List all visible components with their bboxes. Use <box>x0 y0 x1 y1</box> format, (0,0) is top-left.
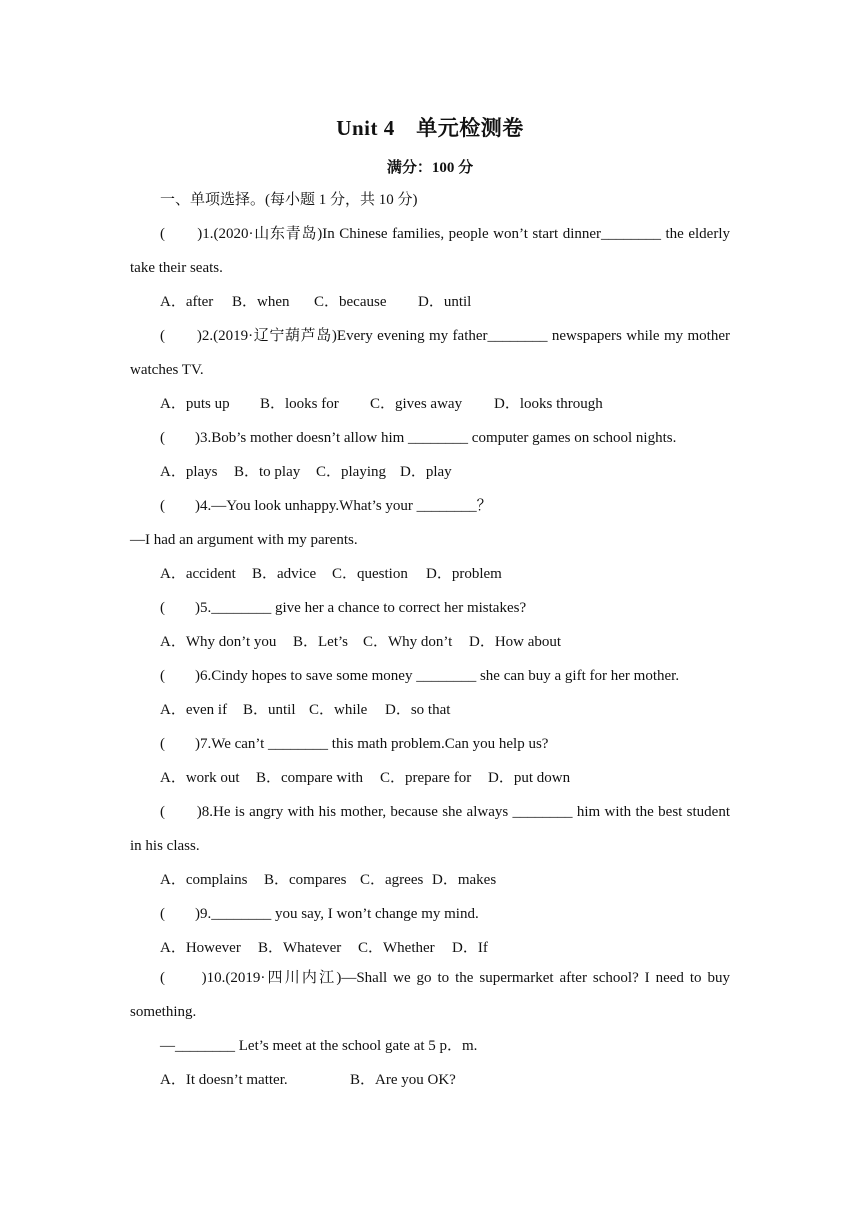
question-5-options <box>160 632 730 652</box>
question-2-stem: ( )2.(2019·辽宁葫芦岛)Every evening my father________ newspapers while my mother <box>160 328 730 344</box>
option-a[interactable]: A．even if <box>160 702 228 718</box>
question-10-options <box>160 1070 730 1090</box>
question-3-options <box>160 462 730 482</box>
question-2-stem-cont: watches TV. <box>130 362 204 378</box>
option-b[interactable]: B．when <box>232 294 290 310</box>
score-line: 满分：100 分 <box>386 160 474 176</box>
question-4-stem: ( )4.—You look unhappy.What’s your ________？ <box>160 498 492 514</box>
option-b[interactable]: B．Are you OK? <box>350 1072 456 1088</box>
option-c[interactable]: C．agrees <box>360 872 424 888</box>
option-c[interactable]: C．prepare for <box>380 770 472 786</box>
option-b[interactable]: B．advice <box>252 566 317 582</box>
section-heading: 一、单项选择。(每小题 1 分，共 10 分) <box>160 192 418 208</box>
question-3-stem: ( )3.Bob’s mother doesn’t allow him ________ computer games on school nights. <box>160 430 677 446</box>
option-d[interactable]: D．play <box>400 464 452 480</box>
option-a[interactable]: A．accident <box>160 566 236 582</box>
question-10-reply: —________ Let’s meet at the school gate at 5 p．m. <box>160 1038 478 1054</box>
page-title: Unit 4 单元检测卷 <box>336 116 524 140</box>
question-9-stem: ( )9.________ you say, I won’t change my mind. <box>160 906 479 922</box>
question-6-stem: ( )6.Cindy hopes to save some money ________ she can buy a gift for her mother. <box>160 668 680 684</box>
question-8-stem: ( )8.He is angry with his mother, because she always ________ him with the best student <box>160 804 730 820</box>
question-1-stem: ( )1.(2020·山东青岛)In Chinese families, people won’t start dinner________ the elderly <box>160 226 730 242</box>
option-d[interactable]: D．looks through <box>494 396 603 412</box>
question-8-stem-cont: in his class. <box>130 838 200 854</box>
question-5-stem: ( )5.________ give her a chance to correct her mistakes? <box>160 600 527 616</box>
option-a[interactable]: A．Why don’t you <box>160 634 277 650</box>
option-a[interactable]: A．However <box>160 940 241 956</box>
question-7-stem: ( )7.We can’t ________ this math problem.Can you help us? <box>160 736 549 752</box>
option-b[interactable]: B．looks for <box>260 396 339 412</box>
option-b[interactable]: B．Let’s <box>293 634 348 650</box>
option-a[interactable]: A．puts up <box>160 396 230 412</box>
option-a[interactable]: A．plays <box>160 464 218 480</box>
option-c[interactable]: C．because <box>314 294 387 310</box>
option-d[interactable]: D．so that <box>385 702 451 718</box>
option-c[interactable]: C．playing <box>316 464 386 480</box>
question-9-options <box>160 938 730 958</box>
option-d[interactable]: D．put down <box>488 770 571 786</box>
option-d[interactable]: D．problem <box>426 566 502 582</box>
option-d[interactable]: D．If <box>452 940 488 956</box>
option-c[interactable]: C．gives away <box>370 396 463 412</box>
option-c[interactable]: C．question <box>332 566 408 582</box>
question-10-stem: ( )10.(2019·四川内江)—Shall we go to the supermarket after school? I need to buy <box>160 970 730 986</box>
option-c[interactable]: C．Whether <box>358 940 435 956</box>
option-b[interactable]: B．Whatever <box>258 940 342 956</box>
question-2-options <box>160 394 730 414</box>
option-d[interactable]: D．makes <box>432 872 497 888</box>
option-c[interactable]: C．Why don’t <box>363 634 453 650</box>
option-b[interactable]: B．to play <box>234 464 301 480</box>
option-a[interactable]: A．complains <box>160 872 248 888</box>
question-4-options <box>160 564 730 584</box>
question-1-stem-cont: take their seats. <box>130 260 223 276</box>
question-4-reply: —I had an argument with my parents. <box>130 532 358 548</box>
option-d[interactable]: D．until <box>418 294 472 310</box>
option-a[interactable]: A．after <box>160 294 214 310</box>
question-1-options <box>160 292 730 312</box>
question-7-options <box>160 768 730 788</box>
question-8-options <box>160 870 730 890</box>
option-b[interactable]: B．until <box>243 702 296 718</box>
option-c[interactable]: C．while <box>309 702 368 718</box>
question-6-options <box>160 700 730 720</box>
option-b[interactable]: B．compares <box>264 872 347 888</box>
option-d[interactable]: D．How about <box>469 634 562 650</box>
option-b[interactable]: B．compare with <box>256 770 364 786</box>
option-a[interactable]: A．work out <box>160 770 240 786</box>
option-a[interactable]: A．It doesn’t matter. <box>160 1072 288 1088</box>
question-10-stem-cont: something. <box>130 1004 197 1020</box>
